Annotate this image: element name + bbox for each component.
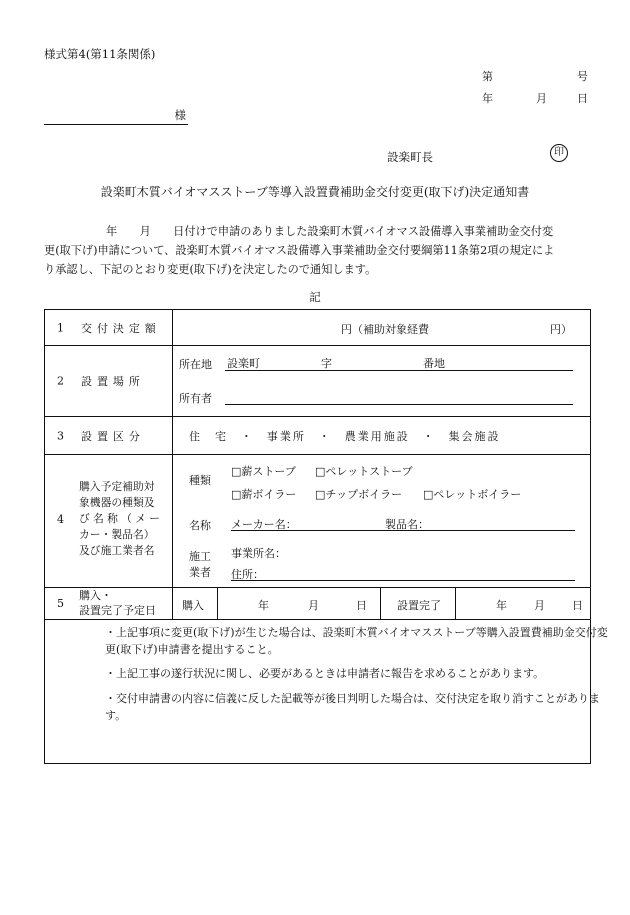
category-field[interactable] (173, 417, 591, 455)
location-field[interactable] (173, 346, 591, 417)
row4-label-line3: び名称（メー (79, 512, 164, 525)
addressee-suffix: 様 (174, 108, 186, 122)
body-line-3: り承認し、下記のとおり変更(取下げ)を決定したので通知します。 (44, 263, 377, 276)
purchase-label: 購入 (182, 599, 204, 612)
location-line[interactable] (225, 354, 573, 371)
purchase-date-field[interactable] (218, 588, 381, 620)
checkbox-pellet-boiler[interactable]: □ペレットボイラー (423, 488, 522, 501)
ki-label: 記 (309, 290, 321, 304)
checkbox-wood-stove[interactable]: □薪ストーブ (231, 465, 296, 478)
notes-cell (45, 620, 608, 764)
row-grant-amount (45, 310, 591, 346)
address-line[interactable] (231, 565, 575, 581)
document-title: 設楽町木質バイオマスストーブ等導入設置費補助金交付変更(取下げ)決定通知書 (100, 185, 530, 199)
equipment-field[interactable] (173, 455, 591, 588)
date-year: 年 (482, 92, 493, 105)
complete-day: 日 (572, 599, 583, 612)
name-label: 名称 (189, 519, 211, 532)
yen-label: 円（補助対象経費 (341, 323, 429, 336)
contractor-label-line1: 施工 (189, 550, 211, 563)
product-label: 製品名： (385, 518, 429, 531)
owner-label: 所有者 (179, 392, 212, 405)
contractor-label (189, 549, 211, 581)
aza-label: 字 (321, 357, 332, 370)
note-2: ・上記工事の遂行状況に関し、必要があるときは申請者に報告を求めることがあります。 (105, 667, 545, 680)
note-1: ・上記事項に変更(取下げ)が生じた場合は、設楽町木質バイオマスストーブ等購入設置費補助金交付変更(取下げ)申請書を提出すること。 (105, 626, 608, 656)
row4-label-line1: 購入予定補助対 (79, 480, 155, 493)
purchase-year: 年 (258, 599, 269, 612)
purchase-month: 月 (308, 599, 319, 612)
row-notes (45, 620, 591, 764)
location-label: 所在地 (179, 358, 212, 371)
row2-number: 2 (57, 374, 64, 388)
complete-label-cell (381, 588, 456, 620)
row4-label-cell (45, 455, 173, 588)
row-install-category (45, 417, 591, 455)
checkbox-wood-boiler[interactable]: □薪ボイラー (231, 488, 297, 501)
maker-label: メーカー名： (231, 518, 297, 531)
complete-month: 月 (534, 599, 545, 612)
decision-table (44, 309, 608, 764)
row2-label: 設置場所 (81, 375, 145, 388)
row5-number: 5 (57, 597, 64, 610)
date-day: 日 (577, 92, 588, 105)
row-schedule (45, 588, 591, 620)
checkbox-chip-boiler[interactable]: □チップボイラー (315, 488, 403, 501)
row2-label-cell (45, 346, 173, 417)
row5-label (79, 588, 156, 618)
checkbox-pellet-stove[interactable]: □ペレットストーブ (315, 465, 413, 478)
row3-label-cell (45, 417, 173, 455)
date-month: 月 (536, 92, 547, 105)
row3-number: 3 (57, 429, 64, 442)
body-line-1: 年 月 日付けで申請のありました設楽町木質バイオマス設備導入事業補助金交付変 (106, 225, 554, 238)
body-text (44, 222, 589, 279)
addressee-line (44, 108, 188, 125)
doc-no-prefix: 第 (482, 70, 493, 83)
row5-label-cell (45, 588, 173, 620)
name-line[interactable] (231, 515, 575, 531)
note-3: ・交付申請書の内容に信義に反した記載等が後日判明した場合は、交付決定を取り消すことがあります。 (105, 692, 600, 722)
form-number: 様式第4(第11条関係) (44, 47, 156, 61)
category-options[interactable]: 住 宅 ・ 事業所 ・ 農業用施設 ・ 集会施設 (189, 430, 501, 443)
office-label: 事業所名： (231, 547, 286, 560)
row-install-location (45, 346, 591, 417)
purchase-label-cell (173, 588, 218, 620)
type-label: 種類 (189, 474, 211, 487)
purchase-day: 日 (356, 599, 367, 612)
row4-number: 4 (57, 513, 64, 526)
row4-label-line2: 象機器の種類及 (79, 496, 155, 509)
row4-label-line4: カー・製品名） (79, 528, 155, 541)
row4-label (79, 479, 163, 559)
row1-label-cell (45, 310, 173, 346)
complete-label: 設置完了 (397, 599, 441, 612)
row1-label: 交付決定額 (81, 321, 161, 335)
body-line-2: 更(取下げ)申請について、設楽町木質バイオマス設備導入事業補助金交付要綱第11条第2項の規定によ (44, 244, 555, 257)
banchi-label: 番地 (423, 357, 445, 370)
issuer: 設楽町長 (387, 150, 433, 164)
grant-amount-field[interactable] (173, 310, 591, 346)
row3-label: 設置区分 (81, 429, 145, 443)
yen-end-label: 円） (550, 323, 572, 336)
contractor-label-line2: 業者 (189, 566, 211, 579)
address-label: 住所： (231, 568, 264, 581)
row5-label-line2: 設置完了予定日 (79, 604, 156, 617)
document-number-date (482, 68, 588, 105)
row5-label-line1: 購入・ (79, 589, 112, 602)
seal-icon: 印 (550, 144, 568, 162)
complete-year: 年 (496, 599, 507, 612)
doc-no-suffix: 号 (577, 70, 588, 83)
row1-number: 1 (57, 321, 64, 334)
row4-label-line5: 及び施工業者名 (79, 544, 155, 557)
row-equipment (45, 455, 591, 588)
complete-date-field[interactable] (456, 588, 591, 620)
town-label: 設楽町 (227, 357, 260, 370)
owner-line[interactable] (225, 388, 573, 405)
